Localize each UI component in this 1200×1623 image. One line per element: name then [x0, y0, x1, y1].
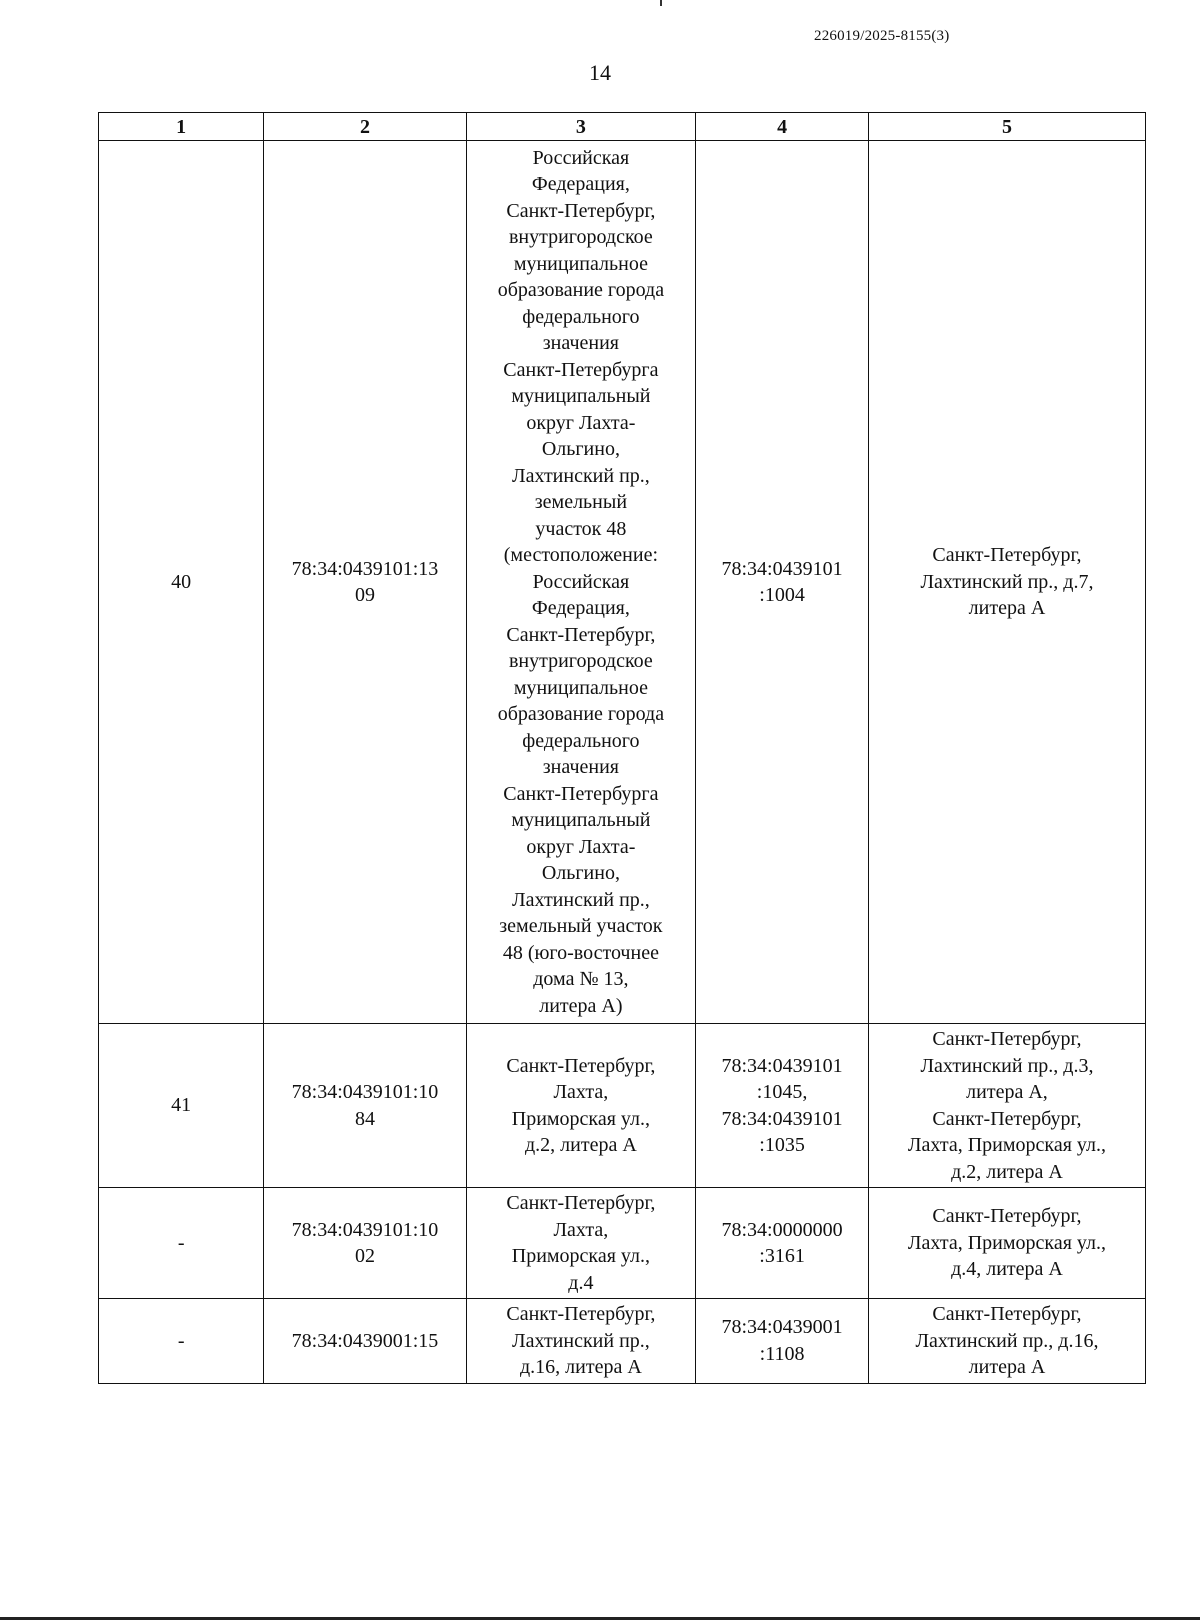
building-cadastral-cell: 78:34:0439101 :1045, 78:34:0439101 :1035	[696, 1024, 869, 1188]
building-address-cell: Санкт-Петербург, Лахтинский пр., д.16, литера А	[868, 1299, 1145, 1384]
column-header-1: 1	[99, 113, 264, 141]
cadastral-number-cell: 78:34:0439001:15	[264, 1299, 466, 1384]
building-address-cell: Санкт-Петербург, Лахта, Приморская ул., д.4, литера А	[868, 1188, 1145, 1299]
address-cell: Российская Федерация, Санкт-Петербург, внутригородское муниципальное образование города федерального значения Санкт-Петербурга муниципальный округ Лахта- Ольгино, Лахтинский пр., земельный участок 48 (местоположение: Российская Федерация, Санкт-Петербург, внутригородское муниципальное образование города федерального значения Санкт-Петербурга муниципальный округ Лахта- Ольгино, Лахтинский пр., земельный участок 48 (юго-восточнее дома № 13, литера А)	[466, 141, 696, 1024]
row-number-cell: -	[99, 1188, 264, 1299]
table-row	[99, 141, 1146, 1024]
document-number: 226019/2025-8155(3)	[814, 28, 950, 44]
table-row	[99, 1188, 1146, 1299]
cadastral-number-cell: 78:34:0439101:10 84	[264, 1024, 466, 1188]
building-address-cell: Санкт-Петербург, Лахтинский пр., д.7, литера А	[868, 141, 1145, 1024]
scan-bottom-edge	[0, 1617, 1200, 1620]
column-header-2: 2	[264, 113, 466, 141]
row-number-cell: 40	[99, 141, 264, 1024]
table-row	[99, 1024, 1146, 1188]
building-address-cell: Санкт-Петербург, Лахтинский пр., д.3, литера А, Санкт-Петербург, Лахта, Приморская ул., д.2, литера А	[868, 1024, 1145, 1188]
building-cadastral-cell: 78:34:0000000 :3161	[696, 1188, 869, 1299]
column-header-5: 5	[868, 113, 1145, 141]
table-header-row	[99, 113, 1146, 141]
row-number-cell: 41	[99, 1024, 264, 1188]
cadastral-number-cell: 78:34:0439101:10 02	[264, 1188, 466, 1299]
table-row	[99, 1299, 1146, 1384]
column-header-3: 3	[466, 113, 696, 141]
register-table	[98, 112, 1146, 1384]
cadastral-number-cell: 78:34:0439101:13 09	[264, 141, 466, 1024]
address-cell: Санкт-Петербург, Лахта, Приморская ул., д.4	[466, 1188, 696, 1299]
row-number-cell: -	[99, 1299, 264, 1384]
address-cell: Санкт-Петербург, Лахта, Приморская ул., д.2, литера А	[466, 1024, 696, 1188]
scan-mark	[660, 0, 662, 6]
building-cadastral-cell: 78:34:0439101 :1004	[696, 141, 869, 1024]
address-cell: Санкт-Петербург, Лахтинский пр., д.16, литера А	[466, 1299, 696, 1384]
column-header-4: 4	[696, 113, 869, 141]
building-cadastral-cell: 78:34:0439001 :1108	[696, 1299, 869, 1384]
page-number: 14	[589, 60, 611, 85]
